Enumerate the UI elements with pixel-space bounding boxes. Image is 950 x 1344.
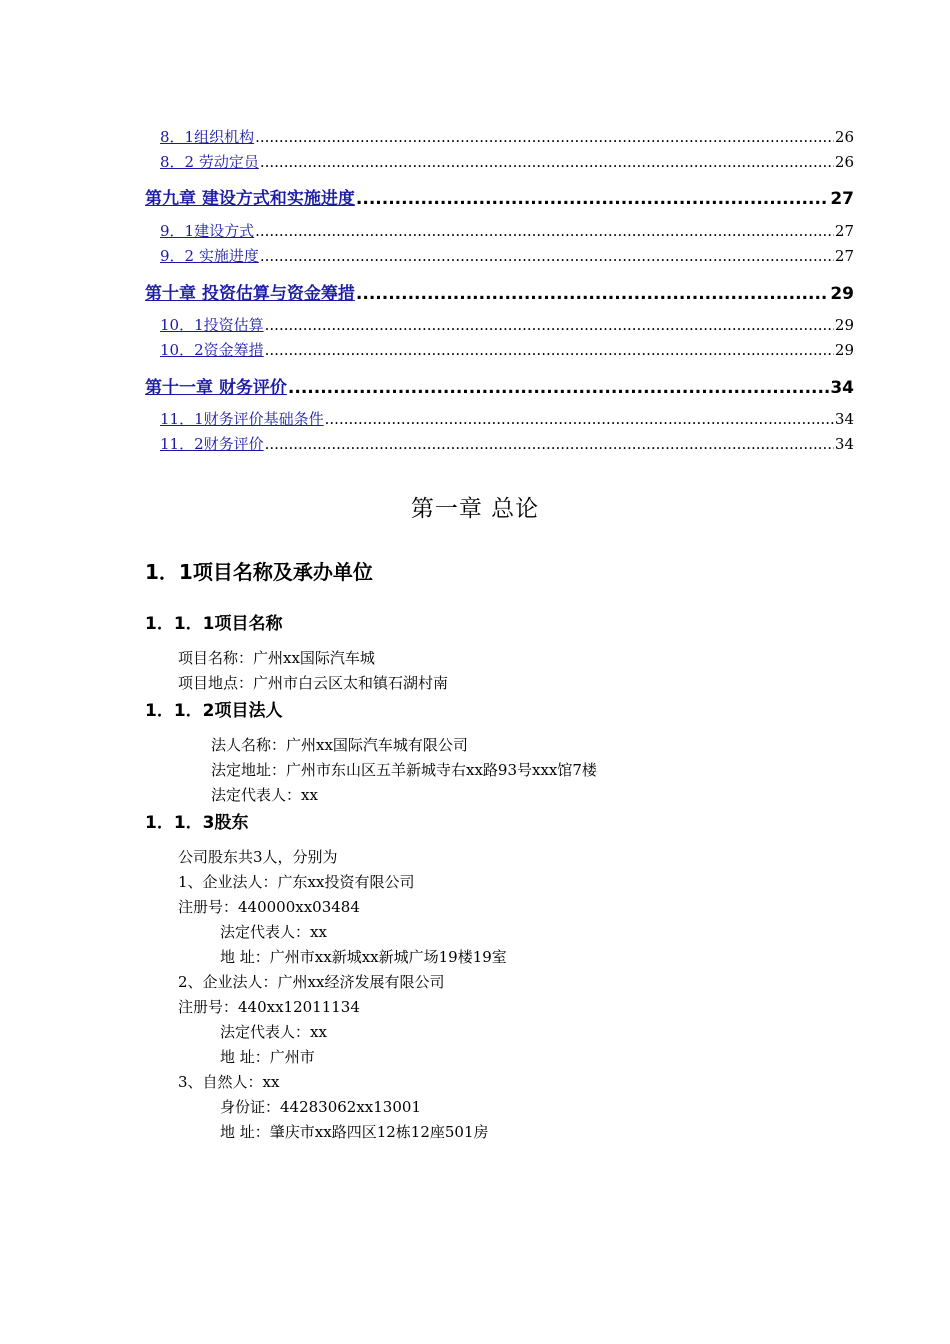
paragraph-line: 法定代表人：xx (220, 923, 327, 941)
paragraph-line: 法人名称：广州xx国际汽车城有限公司 (211, 736, 468, 754)
toc-entry[interactable] (160, 339, 854, 360)
toc-entry[interactable] (160, 408, 854, 429)
toc-link[interactable]: 9．1建设方式 (160, 222, 255, 240)
toc-leader (265, 435, 834, 453)
toc-page-number: 27 (834, 222, 854, 240)
toc-entry[interactable] (160, 245, 854, 266)
toc-leader (265, 316, 834, 334)
toc-link[interactable]: 11．2财务评价 (160, 435, 264, 453)
toc-leader (356, 189, 829, 209)
toc-entry[interactable] (160, 126, 854, 147)
subsection-heading-shareholders: 1．1．3股东 (145, 813, 249, 833)
toc-link[interactable]: 10．2资金筹措 (160, 341, 264, 359)
paragraph-line: 地 址：肇庆市xx路四区12栋12座501房 (220, 1123, 489, 1141)
toc-link[interactable]: 11．1财务评价基础条件 (160, 410, 324, 428)
toc-page-number: 29 (834, 316, 854, 334)
toc-leader (255, 222, 834, 240)
toc-page-number: 26 (834, 153, 854, 171)
paragraph-line: 地 址：广州市xx新城xx新城广场19楼19室 (220, 948, 507, 966)
toc-page-number: 26 (834, 128, 854, 146)
toc-leader (325, 410, 834, 428)
paragraph-line: 2、企业法人：广州xx经济发展有限公司 (178, 973, 445, 991)
paragraph-line: 公司股东共3人，分别为 (178, 848, 338, 866)
toc-page-number: 27 (834, 247, 854, 265)
subsection-heading-project-name: 1．1．1项目名称 (145, 614, 283, 634)
toc-entry[interactable] (160, 433, 854, 454)
chapter-title: 第一章 总论 (410, 496, 540, 522)
toc-entry[interactable] (160, 314, 854, 335)
toc-page-number: 34 (834, 435, 854, 453)
toc-leader (356, 284, 829, 304)
toc-link[interactable]: 8．1组织机构 (160, 128, 255, 146)
toc-entry[interactable] (160, 151, 854, 172)
paragraph-line: 项目地点：广州市白云区太和镇石湖村南 (178, 674, 449, 692)
paragraph-line: 1、企业法人：广东xx投资有限公司 (178, 873, 415, 891)
paragraph-line: 3、自然人：xx (178, 1073, 280, 1091)
subsection-heading-legal-entity: 1．1．2项目法人 (145, 701, 283, 721)
toc-chapter-entry[interactable] (145, 279, 854, 304)
paragraph-line: 注册号：440000xx03484 (178, 898, 360, 916)
paragraph-line: 地 址：广州市 (220, 1048, 315, 1066)
toc-leader (288, 378, 829, 398)
paragraph-line: 法定代表人：xx (211, 786, 318, 804)
toc-page-number: 29 (830, 284, 854, 304)
toc-page-number: 34 (834, 410, 854, 428)
toc-chapter-entry[interactable] (145, 184, 854, 209)
paragraph-line: 身份证：44283062xx13001 (220, 1098, 421, 1116)
toc-leader (255, 128, 834, 146)
toc-link[interactable]: 10．1投资估算 (160, 316, 264, 334)
toc-entry[interactable] (160, 220, 854, 241)
section-heading: 1．1项目名称及承办单位 (145, 560, 373, 584)
toc-page-number: 27 (830, 189, 854, 209)
toc-link[interactable]: 8．2 劳动定员 (160, 153, 259, 171)
toc-leader (265, 341, 834, 359)
toc-leader (260, 153, 834, 171)
toc-link[interactable]: 9．2 实施进度 (160, 247, 259, 265)
toc-link[interactable]: 第十章 投资估算与资金筹措 (145, 284, 355, 304)
toc-link[interactable]: 第十一章 财务评价 (145, 378, 287, 398)
paragraph-line: 法定地址：广州市东山区五羊新城寺右xx路93号xxx馆7楼 (211, 761, 597, 779)
toc-leader (260, 247, 834, 265)
paragraph-line: 项目名称：广州xx国际汽车城 (178, 649, 375, 667)
paragraph-line: 注册号：440xx12011134 (178, 998, 360, 1016)
toc-link[interactable]: 第九章 建设方式和实施进度 (145, 189, 355, 209)
paragraph-line: 法定代表人：xx (220, 1023, 327, 1041)
toc-page-number: 29 (834, 341, 854, 359)
toc-chapter-entry[interactable] (145, 373, 854, 398)
toc-page-number: 34 (830, 378, 854, 398)
